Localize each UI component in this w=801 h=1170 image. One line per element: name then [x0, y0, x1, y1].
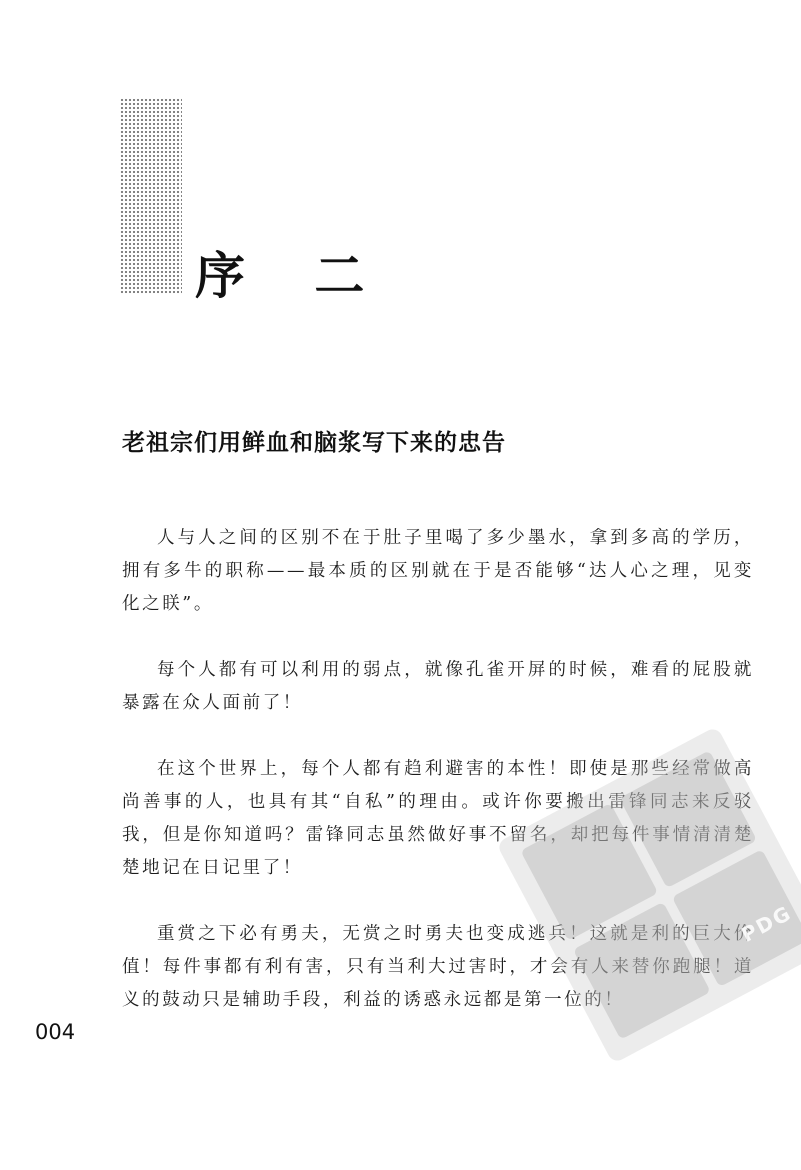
chapter-title: 序 二	[195, 247, 391, 305]
decorative-dot-band	[120, 98, 182, 294]
paragraph-1: 人与人之间的区别不在于肚子里喝了多少墨水，拿到多高的学历，拥有多牛的职称——最本质的区别就在于是否能够“达人心之理，见变化之眹”。	[122, 528, 754, 614]
paragraph-3: 在这个世界上，每个人都有趋利避害的本性！即使是那些经常做高尚善事的人，也具有其“自私”的理由。或许你要搬出雷锋同志来反驳我，但是你知道吗？雷锋同志虽然做好事不留名，却把每件事情清清楚楚地记在日记里了！	[122, 759, 754, 878]
section-heading: 老祖宗们用鲜血和脑浆写下来的忠告	[122, 430, 506, 456]
paragraph-4: 重赏之下必有勇夫，无赏之时勇夫也变成逃兵！这就是利的巨大价值！每件事都有利有害，只有当利大过害时，才会有人来替你跑腿！道义的鼓动只是辅助手段，利益的诱惑永远都是第一位的！	[122, 924, 754, 1010]
page-number: 004	[35, 1020, 76, 1044]
paragraph-2: 每个人都有可以利用的弱点，就像孔雀开屏的时候，难看的屁股就暴露在众人面前了！	[122, 660, 754, 713]
watermark-label: PDG	[737, 900, 796, 947]
